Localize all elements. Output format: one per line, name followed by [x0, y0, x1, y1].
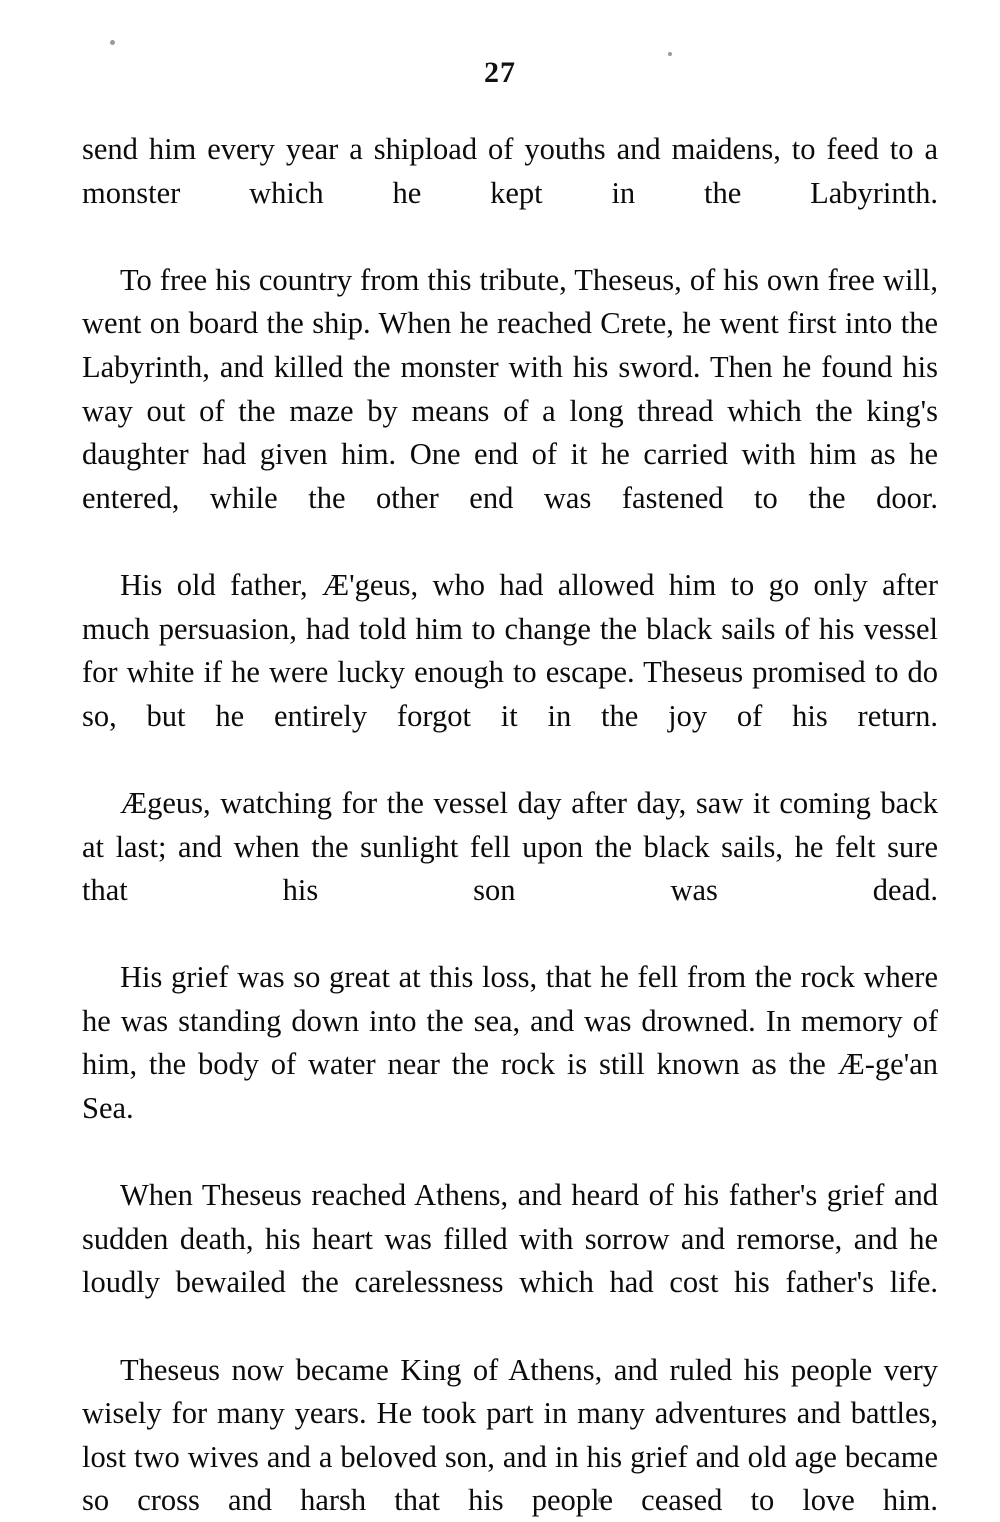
paragraph: His grief was so great at this loss, that he fell from the rock where he was standing down into the sea, and was drowned. In memory of him, the body of water near the rock is still known as the Æ-ge'an Sea. [82, 960, 938, 1126]
paragraph: Theseus now became King of Athens, and ruled his people very wisely for many years. He took part in many adventures and battles, lost two wives and a beloved son, and in his grief and old age became so cross and harsh that his people ceased to love him. [82, 1352, 938, 1518]
page-body [82, 128, 938, 1522]
paragraph: His old father, Æ'geus, who had allowed him to go only after much persuasion, had told him to change the black sails of his vessel for white if he were lucky enough to escape. Theseus promised to do so, but he entirely forgot it in the joy of his return. [82, 567, 938, 733]
page-number: 27 [484, 56, 516, 89]
paragraph: To free his country from this tribute, Theseus, of his own free will, went on board the ship. When he reached Crete, he went first into the Labyrinth, and killed the monster with his sword. Then he found his way out of the maze by means of a long thread which the king's daughter had given him. One end of it he carried with him as he entered, while the other end was fastened to the door. [82, 262, 938, 515]
paragraph: Ægeus, watching for the vessel day after day, saw it coming back at last; and when the sunlight fell upon the black sails, he felt sure that his son was dead. [82, 785, 938, 908]
paragraph: send him every year a shipload of youths and maidens, to feed to a monster which he kept in the Labyrinth. [82, 132, 938, 210]
paragraph: When Theseus reached Athens, and heard of his father's grief and sudden death, his heart was filled with sorrow and remorse, and he loudly bewailed the carelessness which had cost his father's life. [82, 1178, 938, 1300]
scan-speck [110, 40, 115, 45]
